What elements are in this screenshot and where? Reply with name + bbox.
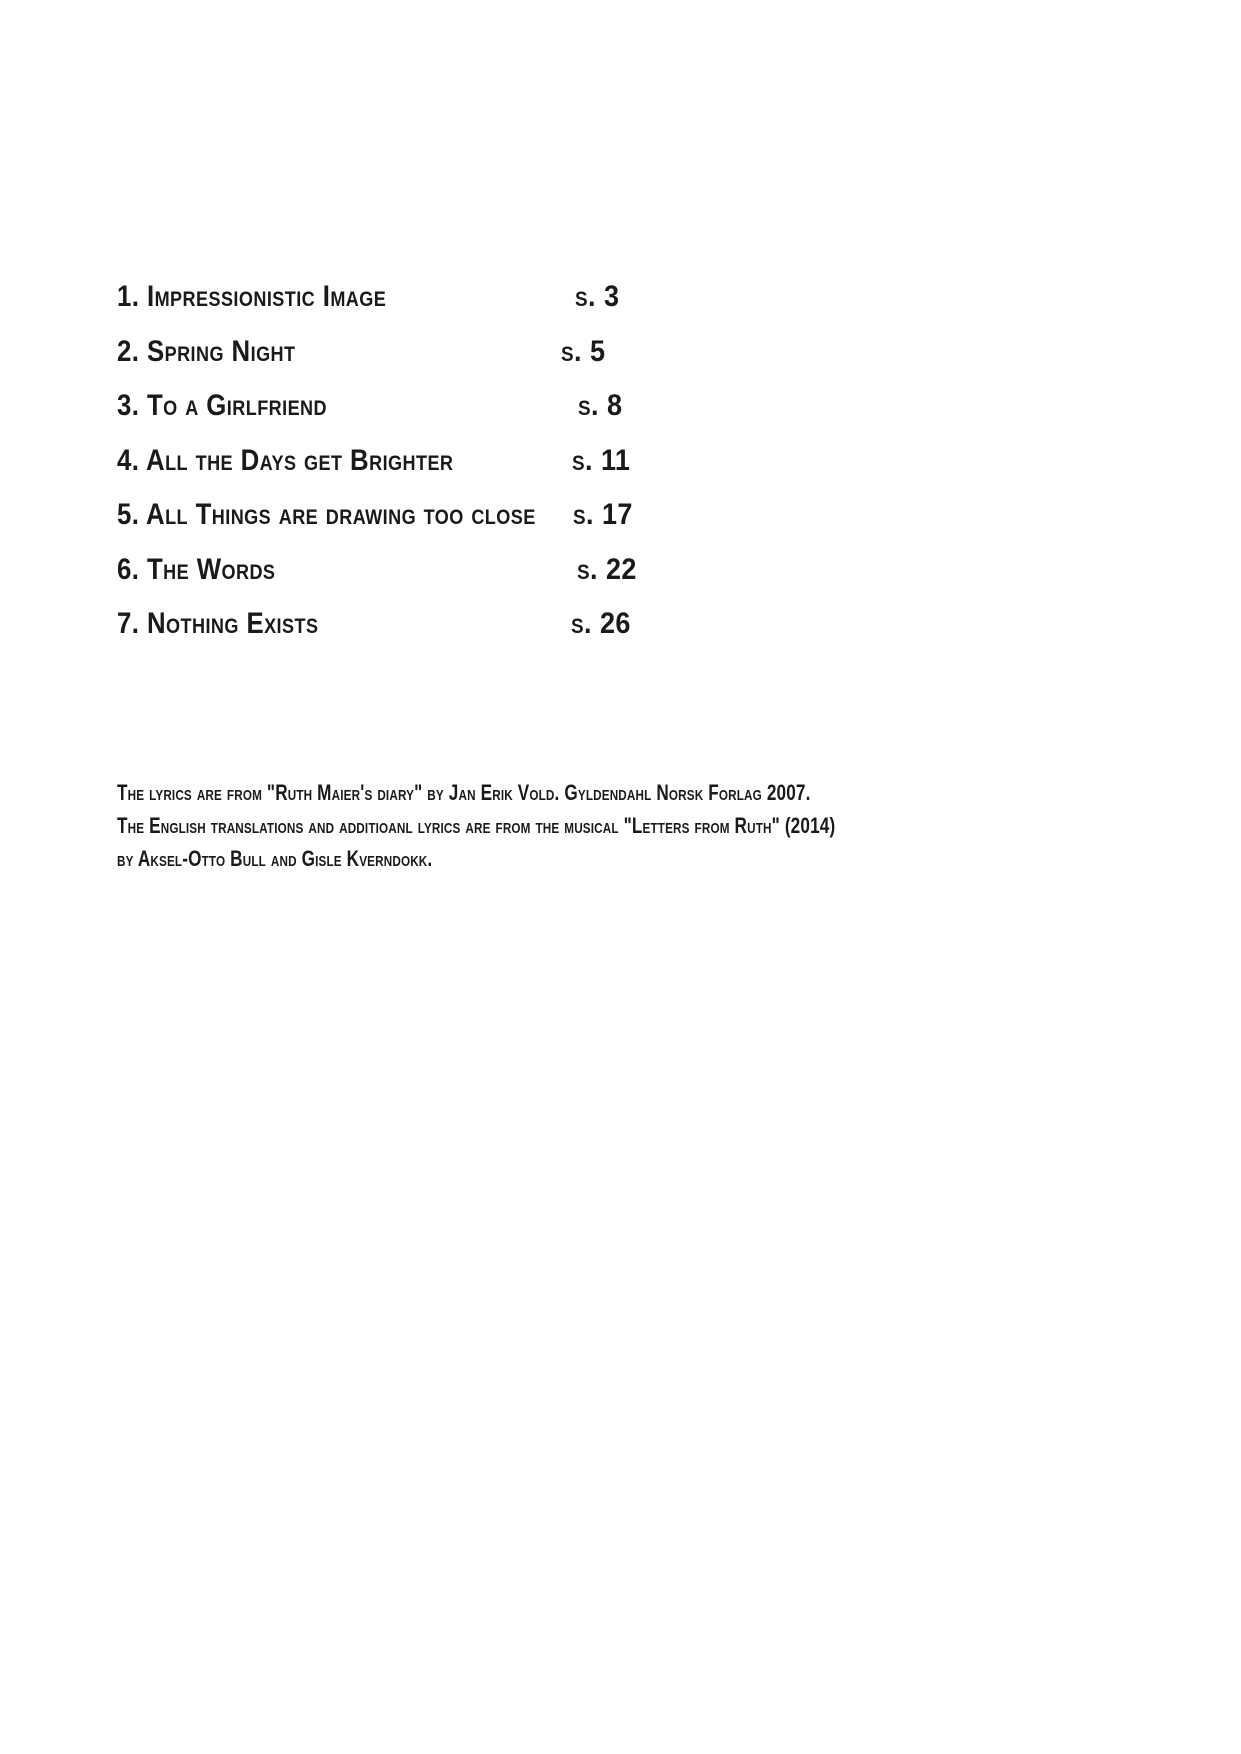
- toc-entry-title: 2. Spring Night: [117, 334, 296, 368]
- credits-note: [117, 776, 1117, 875]
- toc-entry: [117, 553, 737, 608]
- toc-entry-title: 1. Impressionistic Image: [117, 280, 387, 313]
- toc-entry-page: s. 17: [573, 498, 633, 531]
- toc-entry-title: 4. All the Days get Brighter: [117, 443, 454, 477]
- toc-entry: [117, 335, 737, 390]
- toc-entry-title: 6. The Words: [117, 552, 276, 586]
- toc-entry-page: s. 22: [577, 552, 637, 586]
- toc-entry: [117, 607, 737, 662]
- toc-entry: [117, 389, 737, 444]
- toc-entry-page: s. 8: [578, 389, 623, 422]
- credits-line: The lyrics are from "Ruth Maier's diary" by Jan Erik Vold. Gyldendahl Norsk Forlag 2007.: [117, 780, 811, 805]
- table-of-contents: [117, 280, 737, 662]
- toc-entry-title: 7. Nothing Exists: [117, 607, 319, 640]
- toc-entry-title: 3. To a Girlfriend: [117, 389, 328, 422]
- toc-entry-page: s. 3: [575, 280, 620, 313]
- credits-line: The English translations and additioanl lyrics are from the musical "Letters from Ruth" (2014): [117, 813, 836, 838]
- toc-entry: [117, 444, 737, 499]
- toc-entry: [117, 498, 737, 553]
- toc-entry-page: s. 5: [561, 334, 606, 368]
- toc-entry-title: 5. All Things are drawing too close: [117, 498, 536, 531]
- credits-line: by Aksel-Otto Bull and Gisle Kverndokk.: [117, 846, 433, 871]
- toc-entry: [117, 280, 737, 335]
- toc-entry-page: s. 26: [571, 607, 631, 640]
- toc-entry-page: s. 11: [572, 443, 631, 477]
